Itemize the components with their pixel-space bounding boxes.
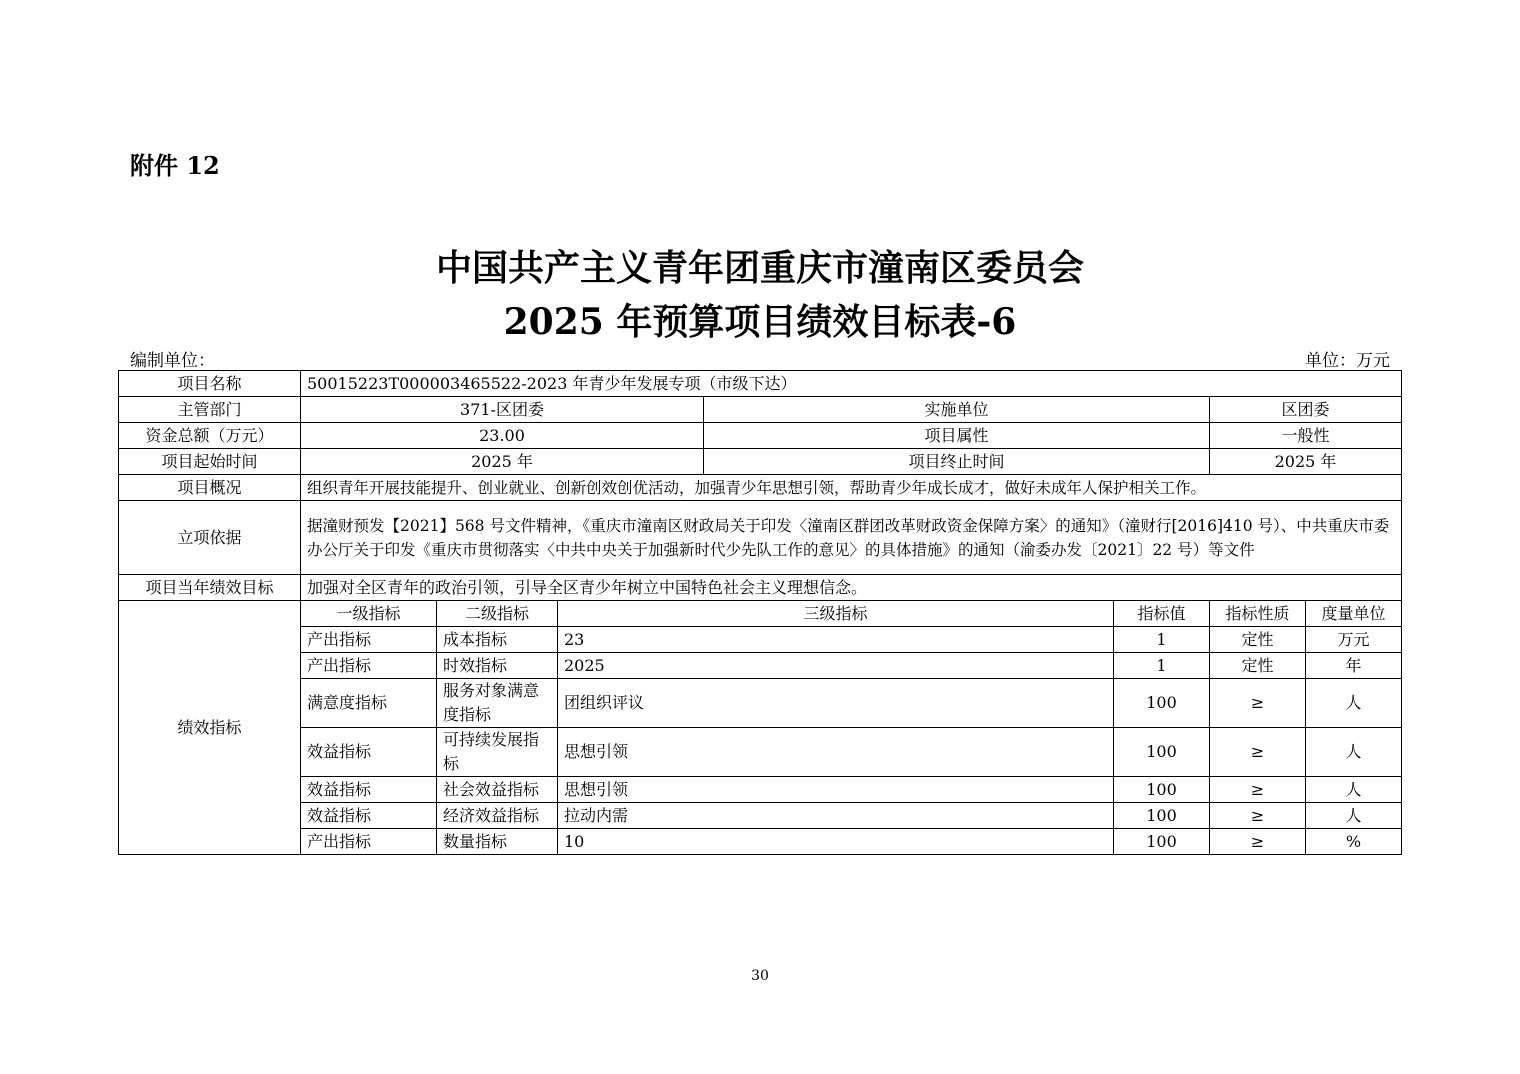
goal-label: 项目当年绩效目标 (119, 575, 301, 601)
row-basis (119, 501, 1402, 575)
indicator-level2: 时效指标 (437, 653, 558, 679)
indicator-level2: 社会效益指标 (437, 777, 558, 803)
currency-unit-label: 单位：万元 (1305, 351, 1390, 371)
impl-value: 区团委 (1210, 397, 1402, 423)
indicator-level1: 效益指标 (301, 777, 437, 803)
header-level1: 一级指标 (301, 601, 437, 627)
indicators-label: 绩效指标 (119, 601, 301, 855)
header-value: 指标值 (1114, 601, 1210, 627)
basis-label: 立项依据 (119, 501, 301, 575)
attr-value: 一般性 (1210, 423, 1402, 449)
table-row (119, 803, 1402, 829)
header-level3: 三级指标 (558, 601, 1114, 627)
indicator-value: 1 (1114, 627, 1210, 653)
indicator-level1: 效益指标 (301, 728, 437, 777)
row-project-name (119, 371, 1402, 397)
indicator-nature: 定性 (1210, 653, 1306, 679)
table-row (119, 777, 1402, 803)
compiling-unit-label: 编制单位： (130, 351, 215, 371)
indicator-level1: 效益指标 (301, 803, 437, 829)
page-number: 30 (751, 968, 769, 984)
indicator-level3: 拉动内需 (558, 803, 1114, 829)
project-name-value: 50015223T000003465522-2023 年青少年发展专项（市级下达） (301, 371, 1402, 397)
indicator-nature: 定性 (1210, 627, 1306, 653)
indicator-level2: 数量指标 (437, 829, 558, 855)
indicator-unit: % (1306, 829, 1402, 855)
performance-target-table (118, 370, 1402, 855)
start-value: 2025 年 (301, 449, 704, 475)
indicator-level3: 2025 (558, 653, 1114, 679)
row-time-range (119, 449, 1402, 475)
indicator-nature: ≥ (1210, 829, 1306, 855)
indicator-unit: 人 (1306, 803, 1402, 829)
indicator-level2: 经济效益指标 (437, 803, 558, 829)
indicator-level2: 成本指标 (437, 627, 558, 653)
attachment-label: 附件 12 (130, 151, 220, 180)
end-value: 2025 年 (1210, 449, 1402, 475)
indicator-level3: 23 (558, 627, 1114, 653)
table-row (119, 728, 1402, 777)
overview-value: 组织青年开展技能提升、创业就业、创新创效创优活动，加强青少年思想引领，帮助青少年成长成才，做好未成年人保护相关工作。 (301, 475, 1402, 501)
header-nature: 指标性质 (1210, 601, 1306, 627)
indicator-unit: 人 (1306, 679, 1402, 728)
indicator-nature: ≥ (1210, 777, 1306, 803)
table-row (119, 627, 1402, 653)
attr-label: 项目属性 (704, 423, 1210, 449)
indicator-value: 100 (1114, 728, 1210, 777)
row-goal (119, 575, 1402, 601)
indicator-value: 100 (1114, 777, 1210, 803)
indicator-nature: ≥ (1210, 803, 1306, 829)
overview-label: 项目概况 (119, 475, 301, 501)
indicator-level2: 可持续发展指标 (437, 728, 558, 777)
indicator-value: 100 (1114, 803, 1210, 829)
row-department (119, 397, 1402, 423)
start-label: 项目起始时间 (119, 449, 301, 475)
indicator-value: 100 (1114, 829, 1210, 855)
indicator-level1: 满意度指标 (301, 679, 437, 728)
document-title-line1: 中国共产主义青年团重庆市潼南区委员会 (435, 247, 1084, 289)
table-row (119, 653, 1402, 679)
indicator-header-row (119, 601, 1402, 627)
indicator-nature: ≥ (1210, 728, 1306, 777)
header-unit: 度量单位 (1306, 601, 1402, 627)
dept-label: 主管部门 (119, 397, 301, 423)
indicator-level1: 产出指标 (301, 653, 437, 679)
table-row (119, 829, 1402, 855)
indicator-level1: 产出指标 (301, 627, 437, 653)
row-total-funds (119, 423, 1402, 449)
indicator-level3: 团组织评议 (558, 679, 1114, 728)
indicator-value: 100 (1114, 679, 1210, 728)
table-row (119, 679, 1402, 728)
indicator-level3: 思想引领 (558, 777, 1114, 803)
indicator-level3: 思想引领 (558, 728, 1114, 777)
total-value: 23.00 (301, 423, 704, 449)
document-title-line2: 2025 年预算项目绩效目标表-6 (503, 301, 1017, 343)
indicator-unit: 万元 (1306, 627, 1402, 653)
goal-value: 加强对全区青年的政治引领，引导全区青少年树立中国特色社会主义理想信念。 (301, 575, 1402, 601)
end-label: 项目终止时间 (704, 449, 1210, 475)
impl-label: 实施单位 (704, 397, 1210, 423)
header-level2: 二级指标 (437, 601, 558, 627)
indicator-level1: 产出指标 (301, 829, 437, 855)
indicator-value: 1 (1114, 653, 1210, 679)
indicator-unit: 人 (1306, 728, 1402, 777)
dept-value: 371-区团委 (301, 397, 704, 423)
indicator-level2: 服务对象满意度指标 (437, 679, 558, 728)
basis-value: 据潼财预发【2021】568 号文件精神，《重庆市潼南区财政局关于印发〈潼南区群团改革财政资金保障方案〉的通知》（潼财行[2016]410 号）、中共重庆市委办公厅关于印发《重庆市贯彻落实〈中共中央关于加强新时代少先队工作的意见〉的具体措施》的通知（渝委办发〔2021〕22 号）等文件 (301, 501, 1402, 575)
indicator-nature: ≥ (1210, 679, 1306, 728)
indicator-level3: 10 (558, 829, 1114, 855)
indicator-unit: 年 (1306, 653, 1402, 679)
project-name-label: 项目名称 (119, 371, 301, 397)
row-overview (119, 475, 1402, 501)
indicator-unit: 人 (1306, 777, 1402, 803)
total-label: 资金总额（万元） (119, 423, 301, 449)
